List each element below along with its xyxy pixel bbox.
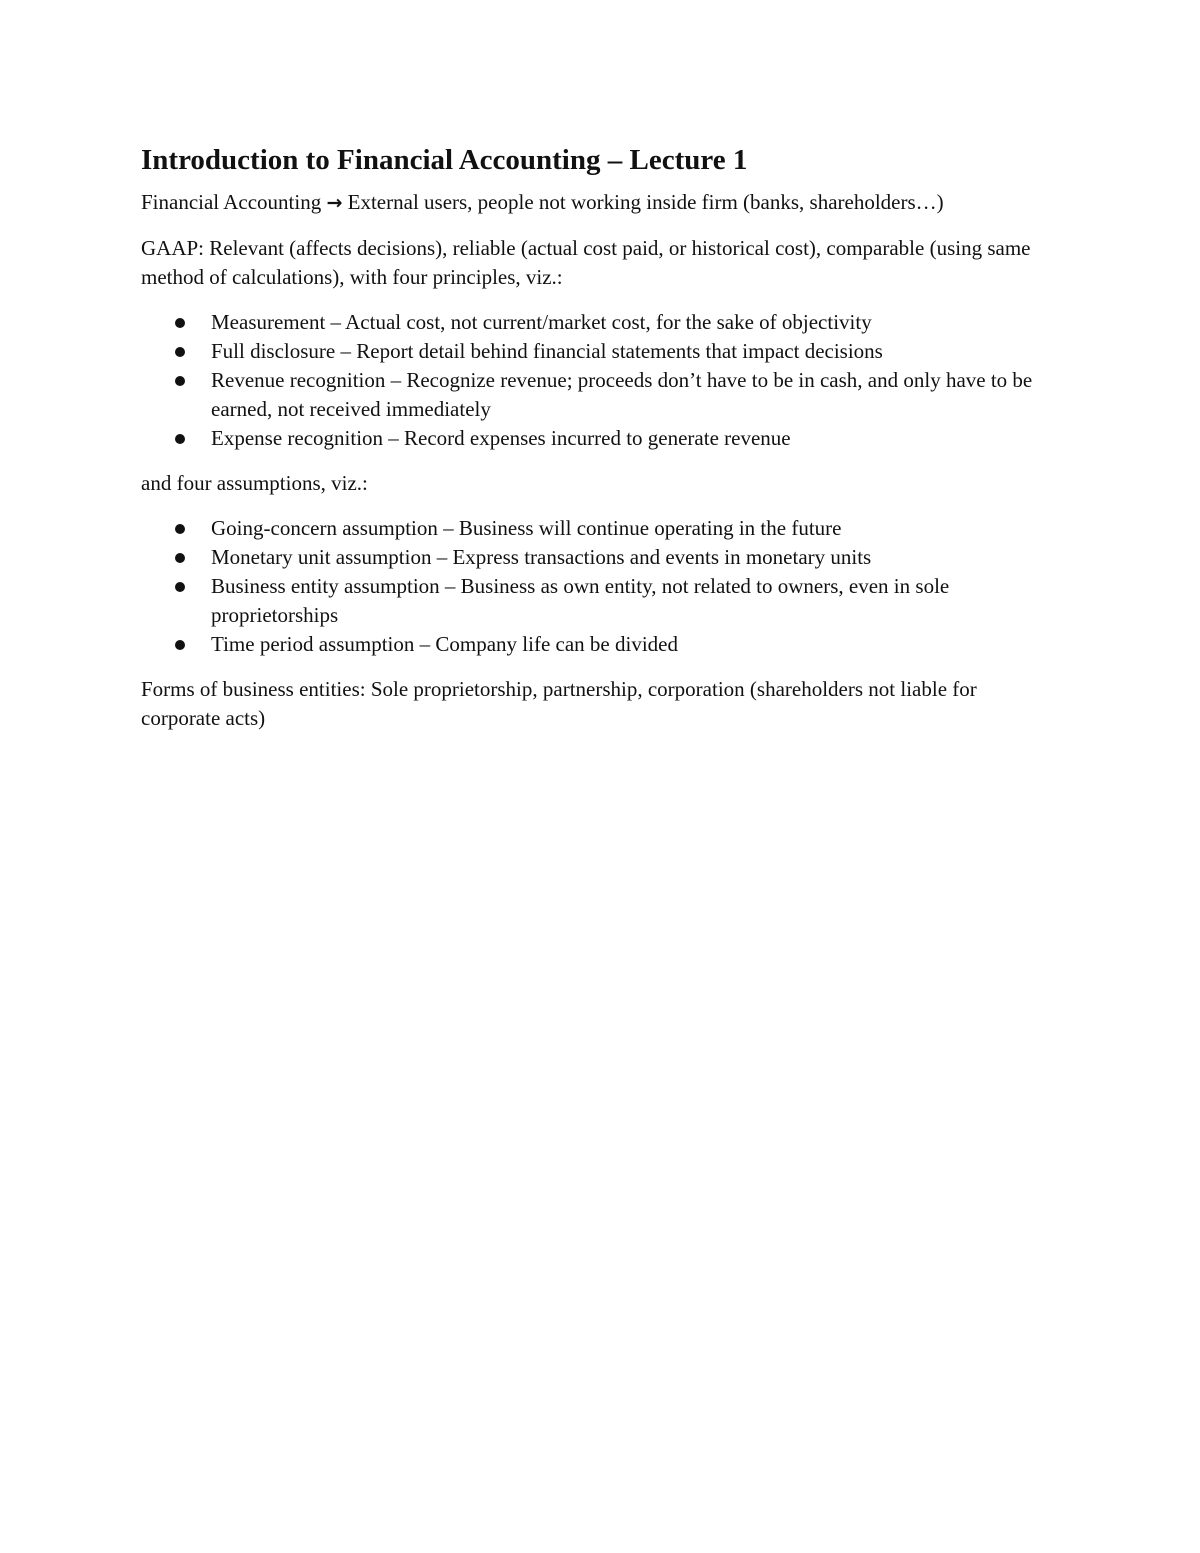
intro-label: Financial Accounting: [141, 190, 322, 214]
principles-list: [141, 308, 1061, 453]
list-item: [141, 630, 1061, 659]
assumption-text: Time period assumption – Company life can be divided: [211, 632, 678, 656]
bullet-icon: [175, 347, 185, 357]
page-title: Introduction to Financial Accounting – Lecture 1: [141, 144, 748, 176]
bullet-icon: [175, 553, 185, 563]
assumptions-intro: and four assumptions, viz.:: [141, 471, 368, 495]
list-item: [141, 514, 1061, 543]
list-item: [141, 424, 1061, 453]
bullet-icon: [175, 376, 185, 386]
list-item: [141, 337, 1061, 366]
assumption-text: Business entity assumption – Business as own entity, not related to owners, even in sole proprietorships: [211, 574, 950, 627]
principle-text: Measurement – Actual cost, not current/market cost, for the sake of objectivity: [211, 310, 872, 334]
principle-text: Revenue recognition – Recognize revenue; proceeds don’t have to be in cash, and only have to be earned, not received immediately: [211, 368, 1033, 421]
principle-text: Expense recognition – Record expenses incurred to generate revenue: [211, 426, 791, 450]
bullet-icon: [175, 582, 185, 592]
intro-paragraph: [141, 188, 1061, 218]
arrow-right-icon: →: [326, 192, 343, 214]
list-item: [141, 543, 1061, 572]
list-item: [141, 366, 1061, 424]
document-content: [141, 138, 1061, 749]
principle-text: Full disclosure – Report detail behind financial statements that impact decisions: [211, 339, 883, 363]
assumption-text: Monetary unit assumption – Express transactions and events in monetary units: [211, 545, 872, 569]
list-item: [141, 308, 1061, 337]
bullet-icon: [175, 640, 185, 650]
assumptions-list: [141, 514, 1061, 659]
entities-paragraph: Forms of business entities: Sole proprietorship, partnership, corporation (shareholders not liable for corporate acts): [141, 677, 977, 730]
bullet-icon: [175, 318, 185, 328]
gaap-paragraph: GAAP: Relevant (affects decisions), reliable (actual cost paid, or historical cost), comparable (using same method of calculations), with four principles, viz.:: [141, 236, 1031, 289]
list-item: [141, 572, 1061, 630]
assumption-text: Going-concern assumption – Business will continue operating in the future: [211, 516, 842, 540]
bullet-icon: [175, 434, 185, 444]
intro-text: External users, people not working inside firm (banks, shareholders…): [347, 190, 944, 214]
bullet-icon: [175, 524, 185, 534]
